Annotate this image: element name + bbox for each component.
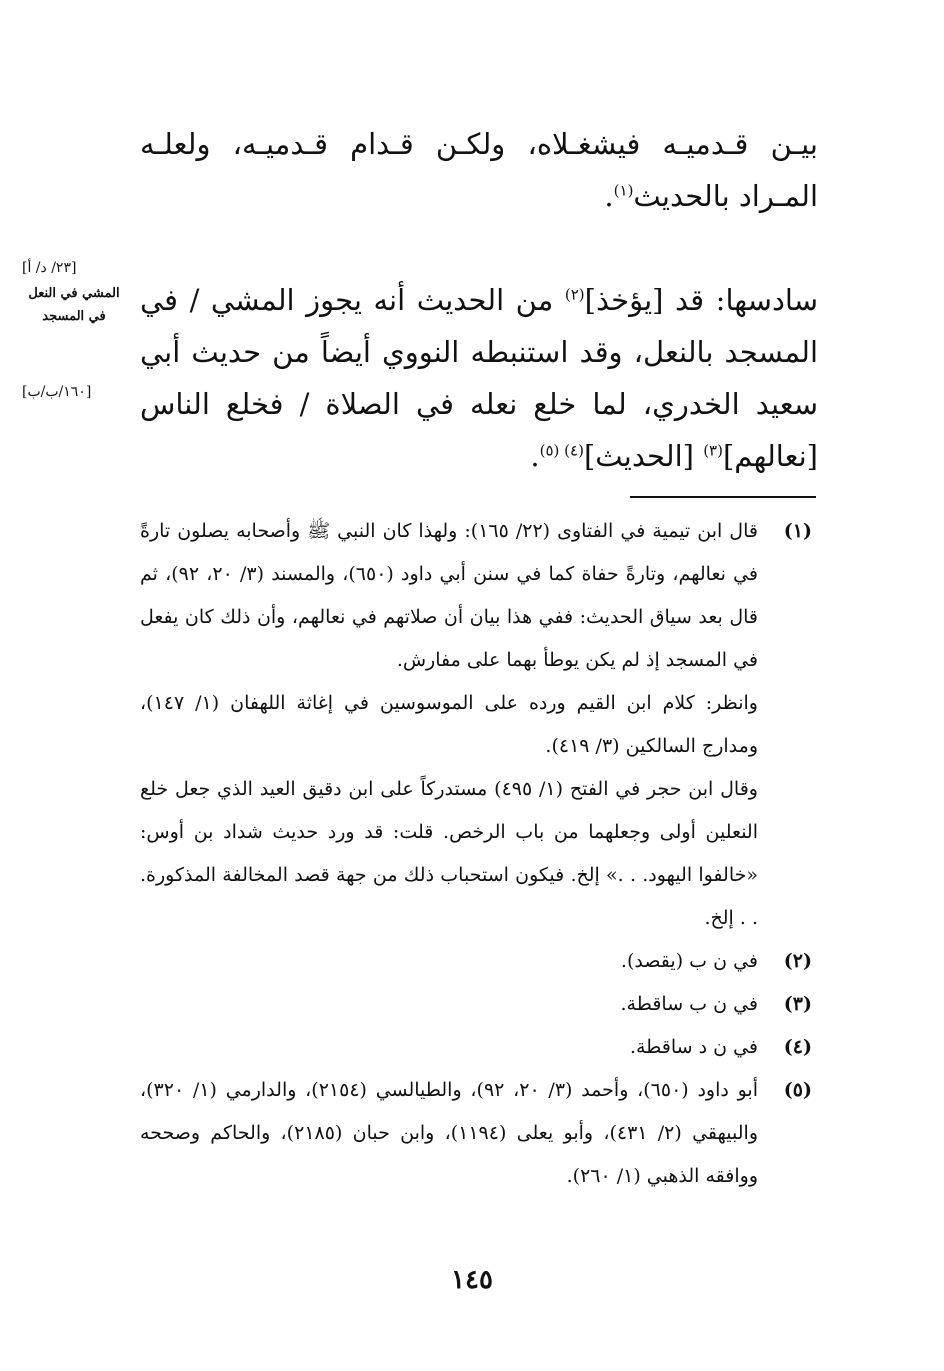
paragraph-2-text-c: [الحديث]: [583, 439, 704, 473]
page-number: ١٤٥: [451, 1265, 493, 1295]
footnote-number: (٥): [783, 1079, 812, 1101]
footnote-number: (٤): [783, 1036, 812, 1058]
main-paragraph-2: [140, 274, 818, 482]
footnote-1: [140, 510, 818, 940]
footnote-ref-3[interactable]: (٣): [703, 441, 723, 460]
footnote-ref-2[interactable]: (٢): [564, 285, 585, 304]
footnote-separator: [630, 496, 816, 498]
paragraph-1-text: بيـن قـدميـه فيشغـلاه، ولكـن قـدام قـدميـه، ولعلـه المـراد بالحديث: [140, 127, 818, 213]
footnote-2: [140, 940, 818, 983]
footnote-1-para-3: وقال ابن حجر في الفتح (١/ ٤٩٥) مستدركاً على ابن دقيق العيد الذي جعل خلع النعلين أولى وجعلهما من باب الرخص. قلت: قد ورد حديث شداد بن أوس: «خالفوا اليهود. . .» إلخ. فيكون استحباب ذلك من جهة قصد المخالفة المذكورة. . . إلخ.: [140, 778, 758, 929]
paragraph-1-end: .: [604, 179, 614, 213]
paragraph-2-text-b: من الحديث أنه يجوز المشي / في المسجد بالنعل، وقد استنبطه النووي أيضاً من حديث أبي سعيد الخدري، لما خلع نعله في الصلاة / فخلع الناس [نعالهم]: [140, 283, 818, 473]
footnote-ref-4-5[interactable]: (٤) (٥): [539, 441, 584, 460]
footnote-4: [140, 1026, 818, 1069]
footnote-5-text: أبو داود (٦٥٠)، وأحمد (٣/ ٢٠، ٩٢)، والطيالسي (٢١٥٤)، والدارمي (١/ ٣٢٠)، والبيهقي (٢/ ٤٣١)، وأبو يعلى (١١٩٤)، وابن حبان (٢١٨٥)، والحاكم وصححه ووافقه الذهبي (١/ ٢٦٠).: [140, 1079, 758, 1187]
footnote-1-para-2: وانظر: كلام ابن القيم ورده على الموسوسين في إغاثة اللهفان (١/ ١٤٧)، ومدارج السالكين (٣/ ٤١٩).: [140, 692, 758, 757]
margin-manuscript-ref-2: [١٦٠/ب/ب]: [22, 384, 92, 400]
paragraph-2-end: .: [530, 439, 540, 473]
footnote-number: (١): [783, 520, 812, 542]
main-paragraph-1: [140, 118, 818, 222]
footnote-ref-1[interactable]: (١): [613, 181, 634, 200]
footnote-1-para-1: قال ابن تيمية في الفتاوى (٢٢/ ١٦٥): ولهذا كان النبي ﷺ وأصحابه يصلون تارةً في نعالهم، وتارةً حفاة كما في سنن أبي داود (٦٥٠)، والمسند (٣/ ٢٠، ٩٢)، ثم قال بعد سياق الحديث: ففي هذا بيان أن صلاتهم في نعالهم، وأن ذلك كان يفعل في المسجد إذ لم يكن يوطأ بهما على مفارش.: [140, 520, 758, 671]
margin-heading: المشي في النعل في المسجد: [28, 286, 120, 324]
margin-manuscript-ref-1: [٢٣/ د/ أ]: [22, 260, 77, 276]
footnote-2-text: في ن ب (يقصد).: [620, 950, 758, 972]
footnote-number: (٢): [783, 950, 812, 972]
footnote-3-text: في ن ب ساقطة.: [620, 993, 758, 1015]
paragraph-2-text-a: سادسها: قد [يؤخذ]: [584, 283, 818, 317]
footnotes-section: [140, 510, 818, 1198]
footnote-number: (٣): [783, 993, 812, 1015]
footnote-4-text: في ن د ساقطة.: [629, 1036, 758, 1058]
footnote-3: [140, 983, 818, 1026]
footnote-5: [140, 1069, 818, 1198]
